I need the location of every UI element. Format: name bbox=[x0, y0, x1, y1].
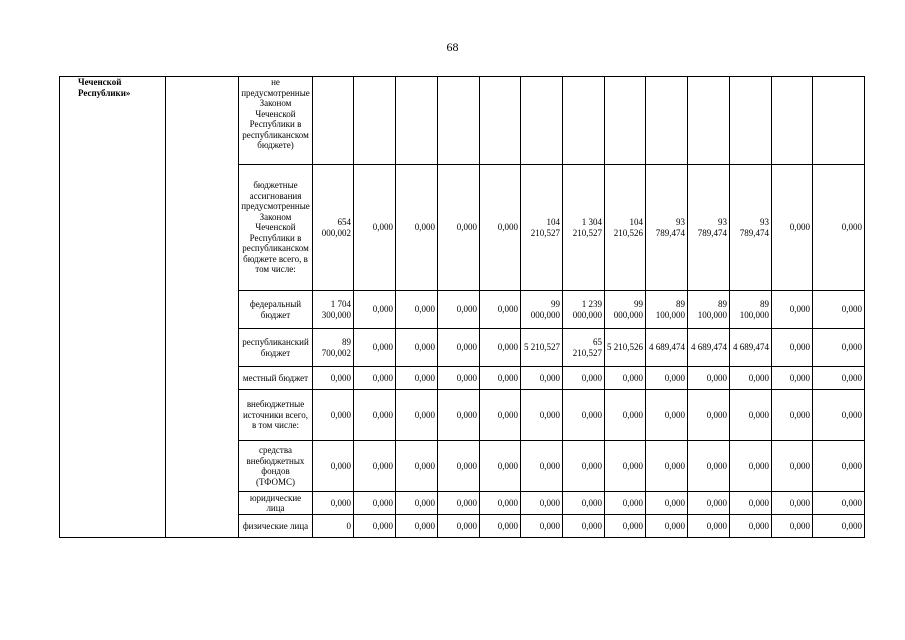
value-cell: 0,000 bbox=[730, 441, 772, 492]
budget-table bbox=[59, 76, 865, 538]
value-cell: 0,000 bbox=[438, 515, 480, 538]
funding-source-cell: республиканский бюджет bbox=[239, 329, 313, 367]
value-cell: 0,000 bbox=[730, 390, 772, 441]
value-cell: 65 210,527 bbox=[563, 329, 605, 367]
value-cell: 0,000 bbox=[646, 367, 688, 390]
value-cell: 0,000 bbox=[730, 367, 772, 390]
value-cell: 0,000 bbox=[354, 515, 396, 538]
funding-source-cell: местный бюджет bbox=[239, 367, 313, 390]
value-cell bbox=[521, 77, 563, 165]
value-cell: 93 789,474 bbox=[646, 165, 688, 291]
value-cell: 4 689,474 bbox=[688, 329, 730, 367]
value-cell: 0,000 bbox=[438, 291, 480, 329]
value-cell: 0,000 bbox=[772, 165, 813, 291]
value-cell: 0,000 bbox=[313, 492, 354, 515]
value-cell: 104 210,527 bbox=[521, 165, 563, 291]
value-cell: 0,000 bbox=[354, 390, 396, 441]
funding-source-cell: юридические лица bbox=[239, 492, 313, 515]
value-cell: 99 000,000 bbox=[521, 291, 563, 329]
value-cell: 0,000 bbox=[605, 441, 646, 492]
value-cell: 0,000 bbox=[813, 515, 865, 538]
value-cell: 0,000 bbox=[772, 291, 813, 329]
value-cell bbox=[563, 77, 605, 165]
value-cell: 0,000 bbox=[730, 492, 772, 515]
value-cell: 0,000 bbox=[688, 515, 730, 538]
value-cell: 93 789,474 bbox=[730, 165, 772, 291]
value-cell: 0,000 bbox=[480, 441, 521, 492]
value-cell: 0,000 bbox=[730, 515, 772, 538]
value-cell: 0,000 bbox=[772, 329, 813, 367]
value-cell: 0,000 bbox=[813, 441, 865, 492]
value-cell: 1 239 000,000 bbox=[563, 291, 605, 329]
value-cell: 0,000 bbox=[354, 165, 396, 291]
value-cell: 1 704 300,000 bbox=[313, 291, 354, 329]
value-cell bbox=[313, 77, 354, 165]
value-cell: 0,000 bbox=[563, 390, 605, 441]
value-cell bbox=[688, 77, 730, 165]
value-cell: 5 210,526 bbox=[605, 329, 646, 367]
value-cell: 0,000 bbox=[396, 367, 438, 390]
value-cell bbox=[730, 77, 772, 165]
value-cell: 0,000 bbox=[688, 390, 730, 441]
value-cell: 0,000 bbox=[438, 492, 480, 515]
value-cell: 0,000 bbox=[605, 492, 646, 515]
value-cell: 0,000 bbox=[563, 492, 605, 515]
value-cell: 0,000 bbox=[480, 291, 521, 329]
value-cell: 0,000 bbox=[646, 441, 688, 492]
value-cell: 0,000 bbox=[354, 291, 396, 329]
value-cell: 0,000 bbox=[521, 492, 563, 515]
value-cell: 0,000 bbox=[438, 390, 480, 441]
value-cell: 0,000 bbox=[813, 165, 865, 291]
value-cell: 0,000 bbox=[354, 329, 396, 367]
value-cell: 0,000 bbox=[563, 441, 605, 492]
value-cell: 0 bbox=[313, 515, 354, 538]
value-cell: 0,000 bbox=[646, 515, 688, 538]
value-cell: 89 700,002 bbox=[313, 329, 354, 367]
value-cell: 0,000 bbox=[813, 291, 865, 329]
value-cell bbox=[396, 77, 438, 165]
value-cell: 0,000 bbox=[646, 492, 688, 515]
value-cell: 89 100,000 bbox=[688, 291, 730, 329]
value-cell: 0,000 bbox=[688, 367, 730, 390]
funding-source-cell: не предусмотренные Законом Чеченской Республики в республиканском бюджете) bbox=[239, 77, 313, 165]
value-cell: 0,000 bbox=[772, 492, 813, 515]
value-cell bbox=[480, 77, 521, 165]
funding-source-cell: физические лица bbox=[239, 515, 313, 538]
value-cell: 0,000 bbox=[313, 441, 354, 492]
value-cell: 0,000 bbox=[772, 515, 813, 538]
value-cell bbox=[772, 77, 813, 165]
value-cell: 0,000 bbox=[813, 329, 865, 367]
funding-source-cell: бюджетные ассигнования предусмотренные Законом Чеченской Республики в республиканском бюджете всего, в том числе: bbox=[239, 165, 313, 291]
value-cell bbox=[438, 77, 480, 165]
page-number: 68 bbox=[446, 40, 459, 54]
value-cell: 0,000 bbox=[480, 390, 521, 441]
value-cell: 0,000 bbox=[646, 390, 688, 441]
value-cell: 0,000 bbox=[396, 329, 438, 367]
value-cell: 0,000 bbox=[396, 441, 438, 492]
value-cell: 4 689,474 bbox=[730, 329, 772, 367]
value-cell: 0,000 bbox=[396, 291, 438, 329]
value-cell: 0,000 bbox=[772, 367, 813, 390]
value-cell: 0,000 bbox=[438, 441, 480, 492]
value-cell: 0,000 bbox=[772, 441, 813, 492]
value-cell: 0,000 bbox=[813, 367, 865, 390]
value-cell: 0,000 bbox=[813, 390, 865, 441]
funding-source-cell: внебюджетные источники всего, в том числе: bbox=[239, 390, 313, 441]
value-cell: 0,000 bbox=[688, 492, 730, 515]
value-cell: 0,000 bbox=[313, 390, 354, 441]
value-cell: 0,000 bbox=[396, 165, 438, 291]
value-cell: 0,000 bbox=[480, 492, 521, 515]
value-cell: 0,000 bbox=[438, 367, 480, 390]
value-cell: 0,000 bbox=[396, 515, 438, 538]
value-cell: 0,000 bbox=[438, 329, 480, 367]
value-cell: 0,000 bbox=[313, 367, 354, 390]
funding-source-cell: федеральный бюджет bbox=[239, 291, 313, 329]
value-cell: 1 304 210,527 bbox=[563, 165, 605, 291]
funding-source-cell: средства внебюджетных фондов (ТФОМС) bbox=[239, 441, 313, 492]
value-cell: 0,000 bbox=[480, 515, 521, 538]
value-cell bbox=[605, 77, 646, 165]
value-cell: 0,000 bbox=[354, 492, 396, 515]
value-cell: 0,000 bbox=[480, 329, 521, 367]
value-cell: 0,000 bbox=[605, 367, 646, 390]
value-cell: 5 210,527 bbox=[521, 329, 563, 367]
value-cell: 99 000,000 bbox=[605, 291, 646, 329]
value-cell: 93 789,474 bbox=[688, 165, 730, 291]
value-cell: 0,000 bbox=[563, 515, 605, 538]
value-cell: 0,000 bbox=[396, 390, 438, 441]
value-cell: 89 100,000 bbox=[730, 291, 772, 329]
value-cell: 0,000 bbox=[438, 165, 480, 291]
value-cell: 104 210,526 bbox=[605, 165, 646, 291]
value-cell: 0,000 bbox=[772, 390, 813, 441]
value-cell: 89 100,000 bbox=[646, 291, 688, 329]
value-cell: 0,000 bbox=[354, 367, 396, 390]
value-cell: 654 000,002 bbox=[313, 165, 354, 291]
value-cell: 0,000 bbox=[396, 492, 438, 515]
value-cell: 0,000 bbox=[521, 367, 563, 390]
organization-cell: Чеченской Республики» bbox=[60, 77, 166, 538]
value-cell: 0,000 bbox=[605, 515, 646, 538]
value-cell: 0,000 bbox=[813, 492, 865, 515]
value-cell: 0,000 bbox=[521, 515, 563, 538]
value-cell bbox=[354, 77, 396, 165]
value-cell: 0,000 bbox=[354, 441, 396, 492]
value-cell: 0,000 bbox=[480, 165, 521, 291]
value-cell bbox=[646, 77, 688, 165]
value-cell: 0,000 bbox=[521, 441, 563, 492]
value-cell: 0,000 bbox=[688, 441, 730, 492]
value-cell: 0,000 bbox=[480, 367, 521, 390]
value-cell: 0,000 bbox=[605, 390, 646, 441]
table-row bbox=[60, 77, 865, 165]
empty-column-cell bbox=[166, 77, 239, 538]
value-cell bbox=[813, 77, 865, 165]
value-cell: 4 689,474 bbox=[646, 329, 688, 367]
value-cell: 0,000 bbox=[521, 390, 563, 441]
value-cell: 0,000 bbox=[563, 367, 605, 390]
